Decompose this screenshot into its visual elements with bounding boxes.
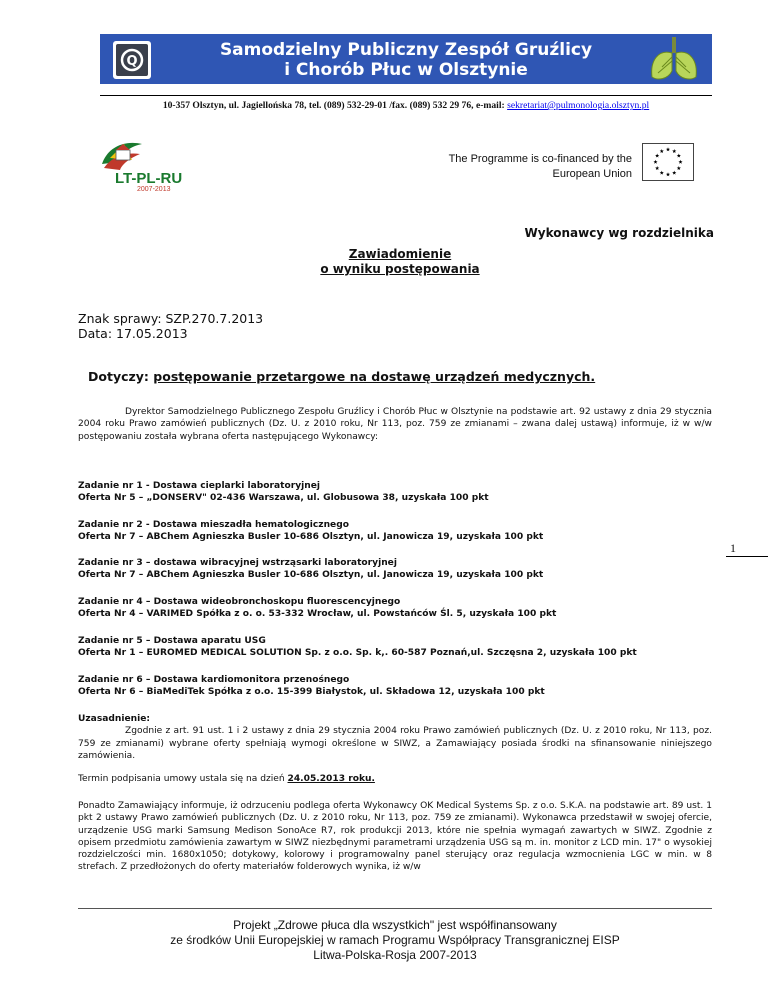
subject-label: Dotyczy:	[88, 369, 154, 384]
svg-text:Q: Q	[126, 54, 138, 69]
lungs-icon	[646, 35, 702, 83]
task-block-2	[78, 519, 712, 544]
rejection-notice-text: Ponadto Zamawiający informuje, iż odrzuceniu podlega oferta Wykonawcy OK Medical Systems Sp. z o.o. S.K.A. na podstawie art. 89 ust. 1 pkt 2 ustawy Prawo zamówień publicznych (Dz. U. z 2010 roku, Nr 113, poz. 759 ze zmianami). Wykonawca przedstawił w swojej ofercie, urządzenie USG marki Samsung Medison SonoAce R7, rok produkcji 2013, które nie spełnia wymagań zawartych w SIWZ. Zgodnie z opisem przedmiotu zamówienia zawartym w SIWZ niezbędnymi parametrami urządzenia USG są m. in. monitor z LCD min. 17" o wysokiej rozdzielczości min. 1680x1050; dotykowy, kolorowy i programowalny panel sterujący oraz regulacja wzmocnienia LGC w min. w 8 strefach. Z przedłożonych do oferty materiałów folderowych wynika, iż w/w	[78, 801, 712, 873]
eu-flag-icon	[642, 143, 694, 181]
subject-value: postępowanie przetargowe na dostawę urządzeń medycznych.	[153, 369, 596, 384]
programme-logo-years: 2007-2013	[137, 186, 171, 193]
task-offer: Oferta Nr 7 – ABChem Agnieszka Busler 10-686 Olsztyn, ul. Janowicza 19, uzyskała 100 pkt	[78, 570, 544, 581]
eu-cofinancing-note	[430, 152, 632, 182]
subject-line	[88, 371, 595, 383]
case-number: Znak sprawy: SZP.270.7.2013	[78, 311, 264, 326]
contact-details: 10-357 Olsztyn, ul. Jagiellońska 78, tel. (089) 532-29-01 /fax. (089) 532 29 76, e-mail:	[162, 100, 508, 111]
task-offer: Oferta Nr 7 – ABChem Agnieszka Busler 10-686 Olsztyn, ul. Janowicza 19, uzyskała 100 pkt	[78, 532, 544, 543]
contact-line	[100, 100, 712, 111]
contact-email-link[interactable]: sekretariat@pulmonologia.olsztyn.pl	[507, 100, 650, 111]
justification-label: Uzasadnienie:	[78, 714, 151, 724]
recipient-line: Wykonawcy wg rozdzielnika	[524, 226, 714, 240]
task-title: Zadanie nr 6 – Dostawa kardiomonitora przenośnego	[78, 675, 350, 685]
signing-text: Termin podpisania umowy ustala się na dzień	[78, 774, 288, 784]
task-block-4	[78, 596, 712, 621]
justification-section	[78, 713, 712, 762]
title-line1: Zawiadomienie	[348, 247, 452, 261]
institution-name-line2: i Chorób Płuc w Olsztynie	[284, 60, 528, 80]
footer-line3: Litwa-Polska-Rosja 2007-2013	[313, 948, 477, 962]
page-number-rule	[726, 556, 768, 557]
intro-paragraph	[78, 406, 712, 443]
intro-text: Dyrektor Samodzielnego Publicznego Zespołu Gruźlicy i Chorób Płuc w Olsztynie na podstawie art. 92 ustawy z dnia 29 stycznia 2004 roku Prawo zamówień publicznych (Dz. U. z 2010 roku, Nr 113, poz. 759 ze zmianami – zwana dalej ustawą) informuje, iż w w/w postępowaniu została wybrana oferta następującego Wykonawcy:	[78, 407, 712, 442]
task-block-5	[78, 635, 712, 660]
eu-note-line2: European Union	[552, 168, 632, 180]
institution-banner	[100, 34, 712, 84]
institution-name-line1: Samodzielny Publiczny Zespół Gruźlicy	[219, 40, 593, 60]
document-date: Data: 17.05.2013	[78, 326, 188, 341]
signing-date-line	[78, 773, 375, 785]
task-offer: Oferta Nr 1 – EUROMED MEDICAL SOLUTION Sp. z o.o. Sp. k,. 60-587 Poznań,ul. Szczęsna 2, uzyskała 100 pkt	[78, 648, 637, 659]
project-footer	[78, 918, 712, 963]
footer-line2: ze środków Unii Europejskiej w ramach Programu Współpracy Transgranicznej EISP	[170, 933, 620, 947]
institution-logo-icon	[112, 40, 152, 80]
document-title	[250, 247, 550, 277]
task-block-6	[78, 674, 712, 699]
task-offer: Oferta Nr 5 – „DONSERV" 02-436 Warszawa, ul. Globusowa 38, uzyskała 100 pkt	[78, 493, 489, 504]
task-title: Zadanie nr 3 – dostawa wibracyjnej wstrząsarki laboratoryjnej	[78, 558, 397, 568]
task-block-3	[78, 557, 712, 582]
task-offer: Oferta Nr 4 – VARIMED Spółka z o. o. 53-332 Wrocław, ul. Powstańców Śl. 5, uzyskała 100 pkt	[78, 609, 557, 620]
header-divider	[100, 95, 712, 96]
task-title: Zadanie nr 1 - Dostawa cieplarki laboratoryjnej	[78, 481, 321, 491]
task-title: Zadanie nr 2 - Dostawa mieszadła hematologicznego	[78, 520, 349, 530]
footer-line1: Projekt „Zdrowe płuca dla wszystkich" jest współfinansowany	[233, 918, 557, 932]
task-title: Zadanie nr 4 – Dostawa wideobronchoskopu fluorescencyjnego	[78, 597, 401, 607]
title-line2: o wyniku postępowania	[320, 262, 480, 276]
task-title: Zadanie nr 5 – Dostawa aparatu USG	[78, 636, 266, 646]
justification-text: Zgodnie z art. 91 ust. 1 i 2 ustawy z dnia 29 stycznia 2004 roku Prawo zamówień publicznych (Dz. U. z 2010 roku, Nr 113, poz. 759 ze zmianami) wybrane oferty spełniają wymogi określone w SIWZ, a Zamawiający posiada środki na sfinansowanie niniejszego zamówienia.	[78, 726, 712, 761]
rejection-notice	[78, 800, 712, 874]
case-reference	[78, 311, 263, 341]
eu-note-line1: The Programme is co-financed by the	[448, 153, 632, 165]
signing-date: 24.05.2013 roku.	[287, 774, 375, 784]
institution-name	[170, 40, 642, 80]
programme-logo-text: LT-PL-RU	[115, 170, 183, 187]
task-offer: Oferta Nr 6 – BiaMediTek Spółka z o.o. 15-399 Białystok, ul. Składowa 12, uzyskała 100 pkt	[78, 687, 545, 698]
page-number: 1	[730, 541, 736, 555]
task-block-1	[78, 480, 712, 505]
footer-divider	[78, 908, 712, 909]
